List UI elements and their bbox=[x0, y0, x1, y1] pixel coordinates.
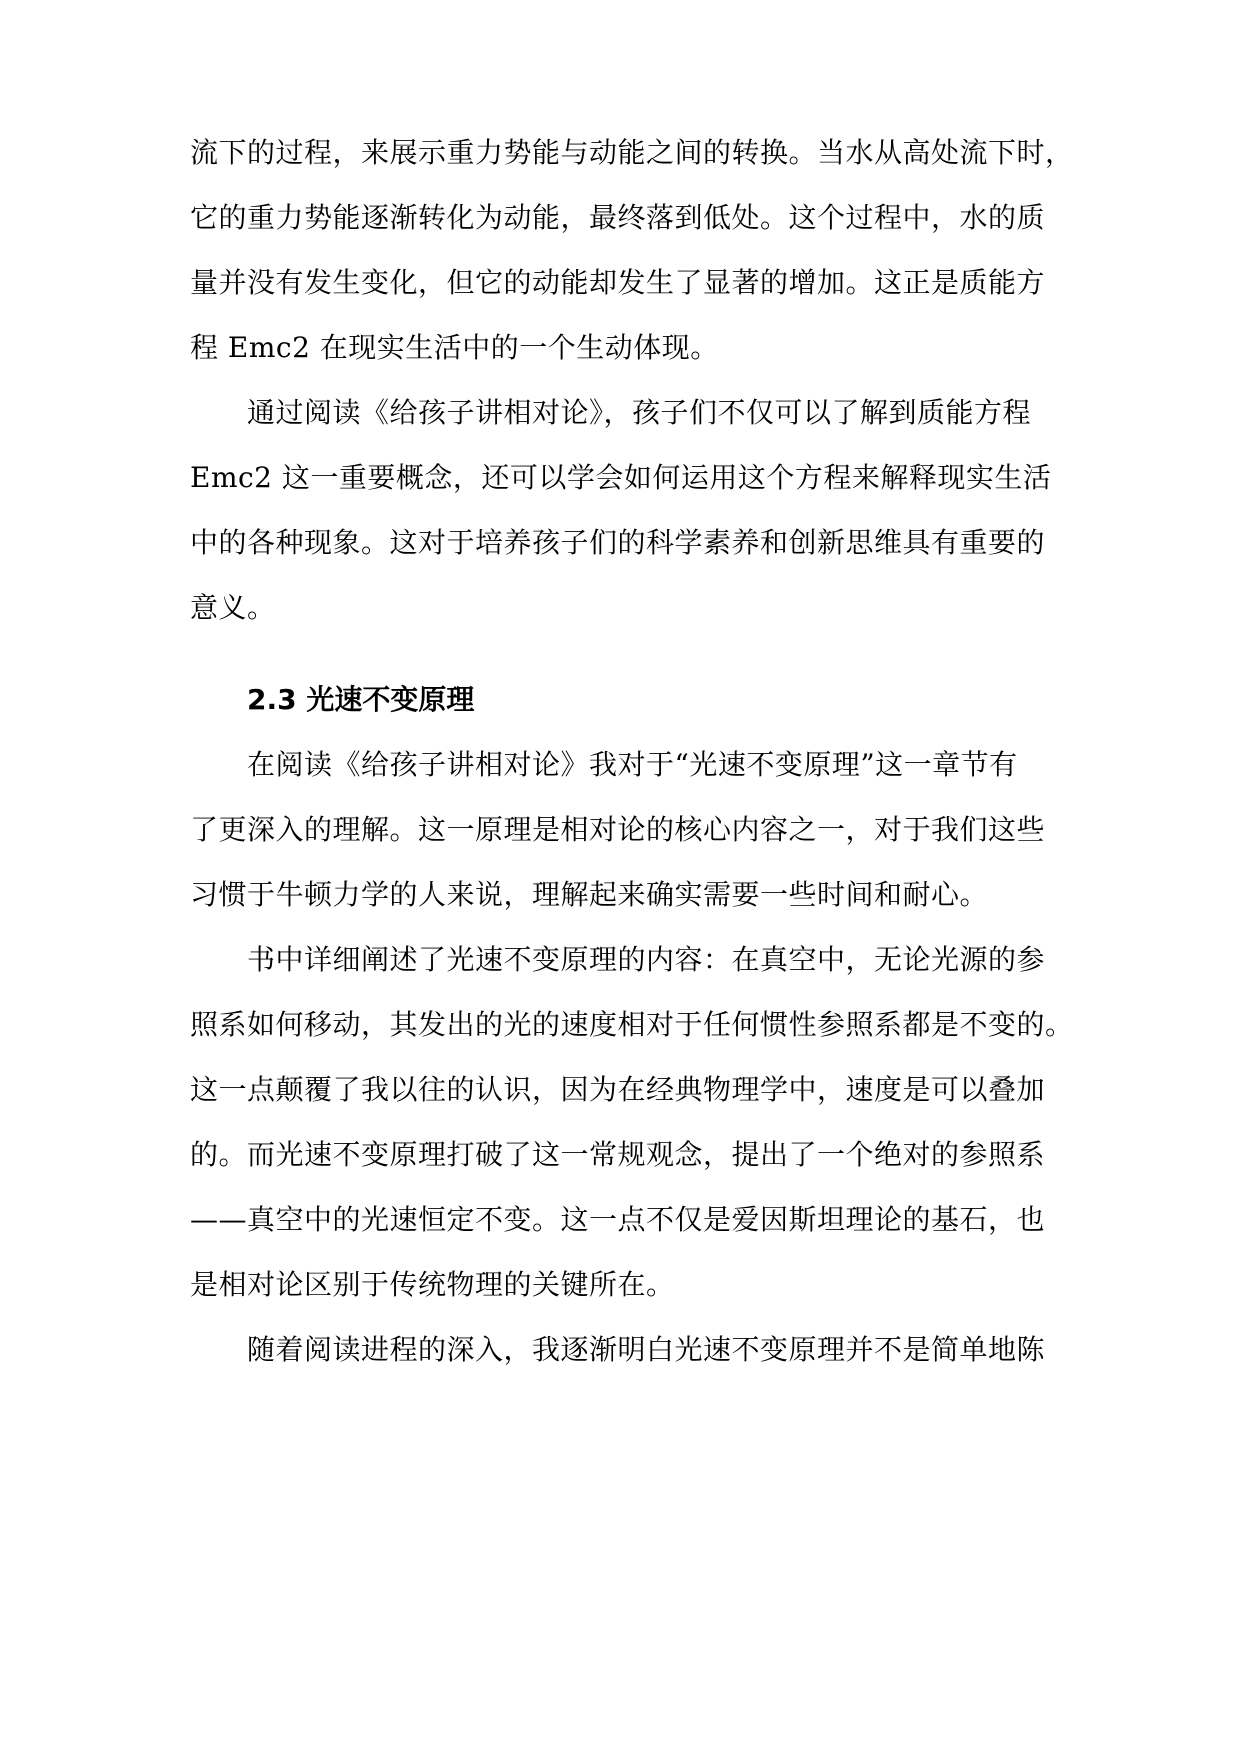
paragraph-line: 流下的过程，来展示重力势能与动能之间的转换。当水从高处流下时， bbox=[190, 136, 1074, 169]
paragraph-line: 随着阅读进程的深入，我逐渐明白光速不变原理并不是简单地陈 bbox=[247, 1333, 1046, 1366]
paragraph-line: 书中详细阐述了光速不变原理的内容：在真空中，无论光源的参 bbox=[247, 943, 1046, 976]
paragraph-line: 在阅读《给孩子讲相对论》我对于“光速不变原理”这一章节有 bbox=[247, 748, 1018, 781]
paragraph-line: 意义。 bbox=[190, 591, 276, 624]
paragraph-line: 中的各种现象。这对于培养孩子们的科学素养和创新思维具有重要的 bbox=[190, 526, 1046, 559]
paragraph-line: 习惯于牛顿力学的人来说，理解起来确实需要一些时间和耐心。 bbox=[190, 878, 989, 911]
paragraph-line: 它的重力势能逐渐转化为动能，最终落到低处。这个过程中，水的质 bbox=[190, 201, 1046, 234]
paragraph-line: 通过阅读《给孩子讲相对论》，孩子们不仅可以了解到质能方程 bbox=[247, 396, 1032, 429]
paragraph-line: 量并没有发生变化，但它的动能却发生了显著的增加。这正是质能方 bbox=[190, 266, 1046, 299]
section-heading: 2.3 光速不变原理 bbox=[247, 683, 475, 716]
paragraph-line: 照系如何移动，其发出的光的速度相对于任何惯性参照系都是不变的。 bbox=[190, 1008, 1074, 1041]
paragraph-line: Emc2 这一重要概念，还可以学会如何运用这个方程来解释现实生活 bbox=[190, 461, 1052, 494]
paragraph-line: 这一点颠覆了我以往的认识，因为在经典物理学中，速度是可以叠加 bbox=[190, 1073, 1046, 1106]
paragraph-line: 程 Emc2 在现实生活中的一个生动体现。 bbox=[190, 331, 719, 364]
paragraph-line: ——真空中的光速恒定不变。这一点不仅是爱因斯坦理论的基石，也 bbox=[190, 1203, 1046, 1236]
paragraph-line: 是相对论区别于传统物理的关键所在。 bbox=[190, 1268, 675, 1301]
paragraph-line: 的。而光速不变原理打破了这一常规观念，提出了一个绝对的参照系 bbox=[190, 1138, 1046, 1171]
paragraph-line: 了更深入的理解。这一原理是相对论的核心内容之一，对于我们这些 bbox=[190, 813, 1046, 846]
